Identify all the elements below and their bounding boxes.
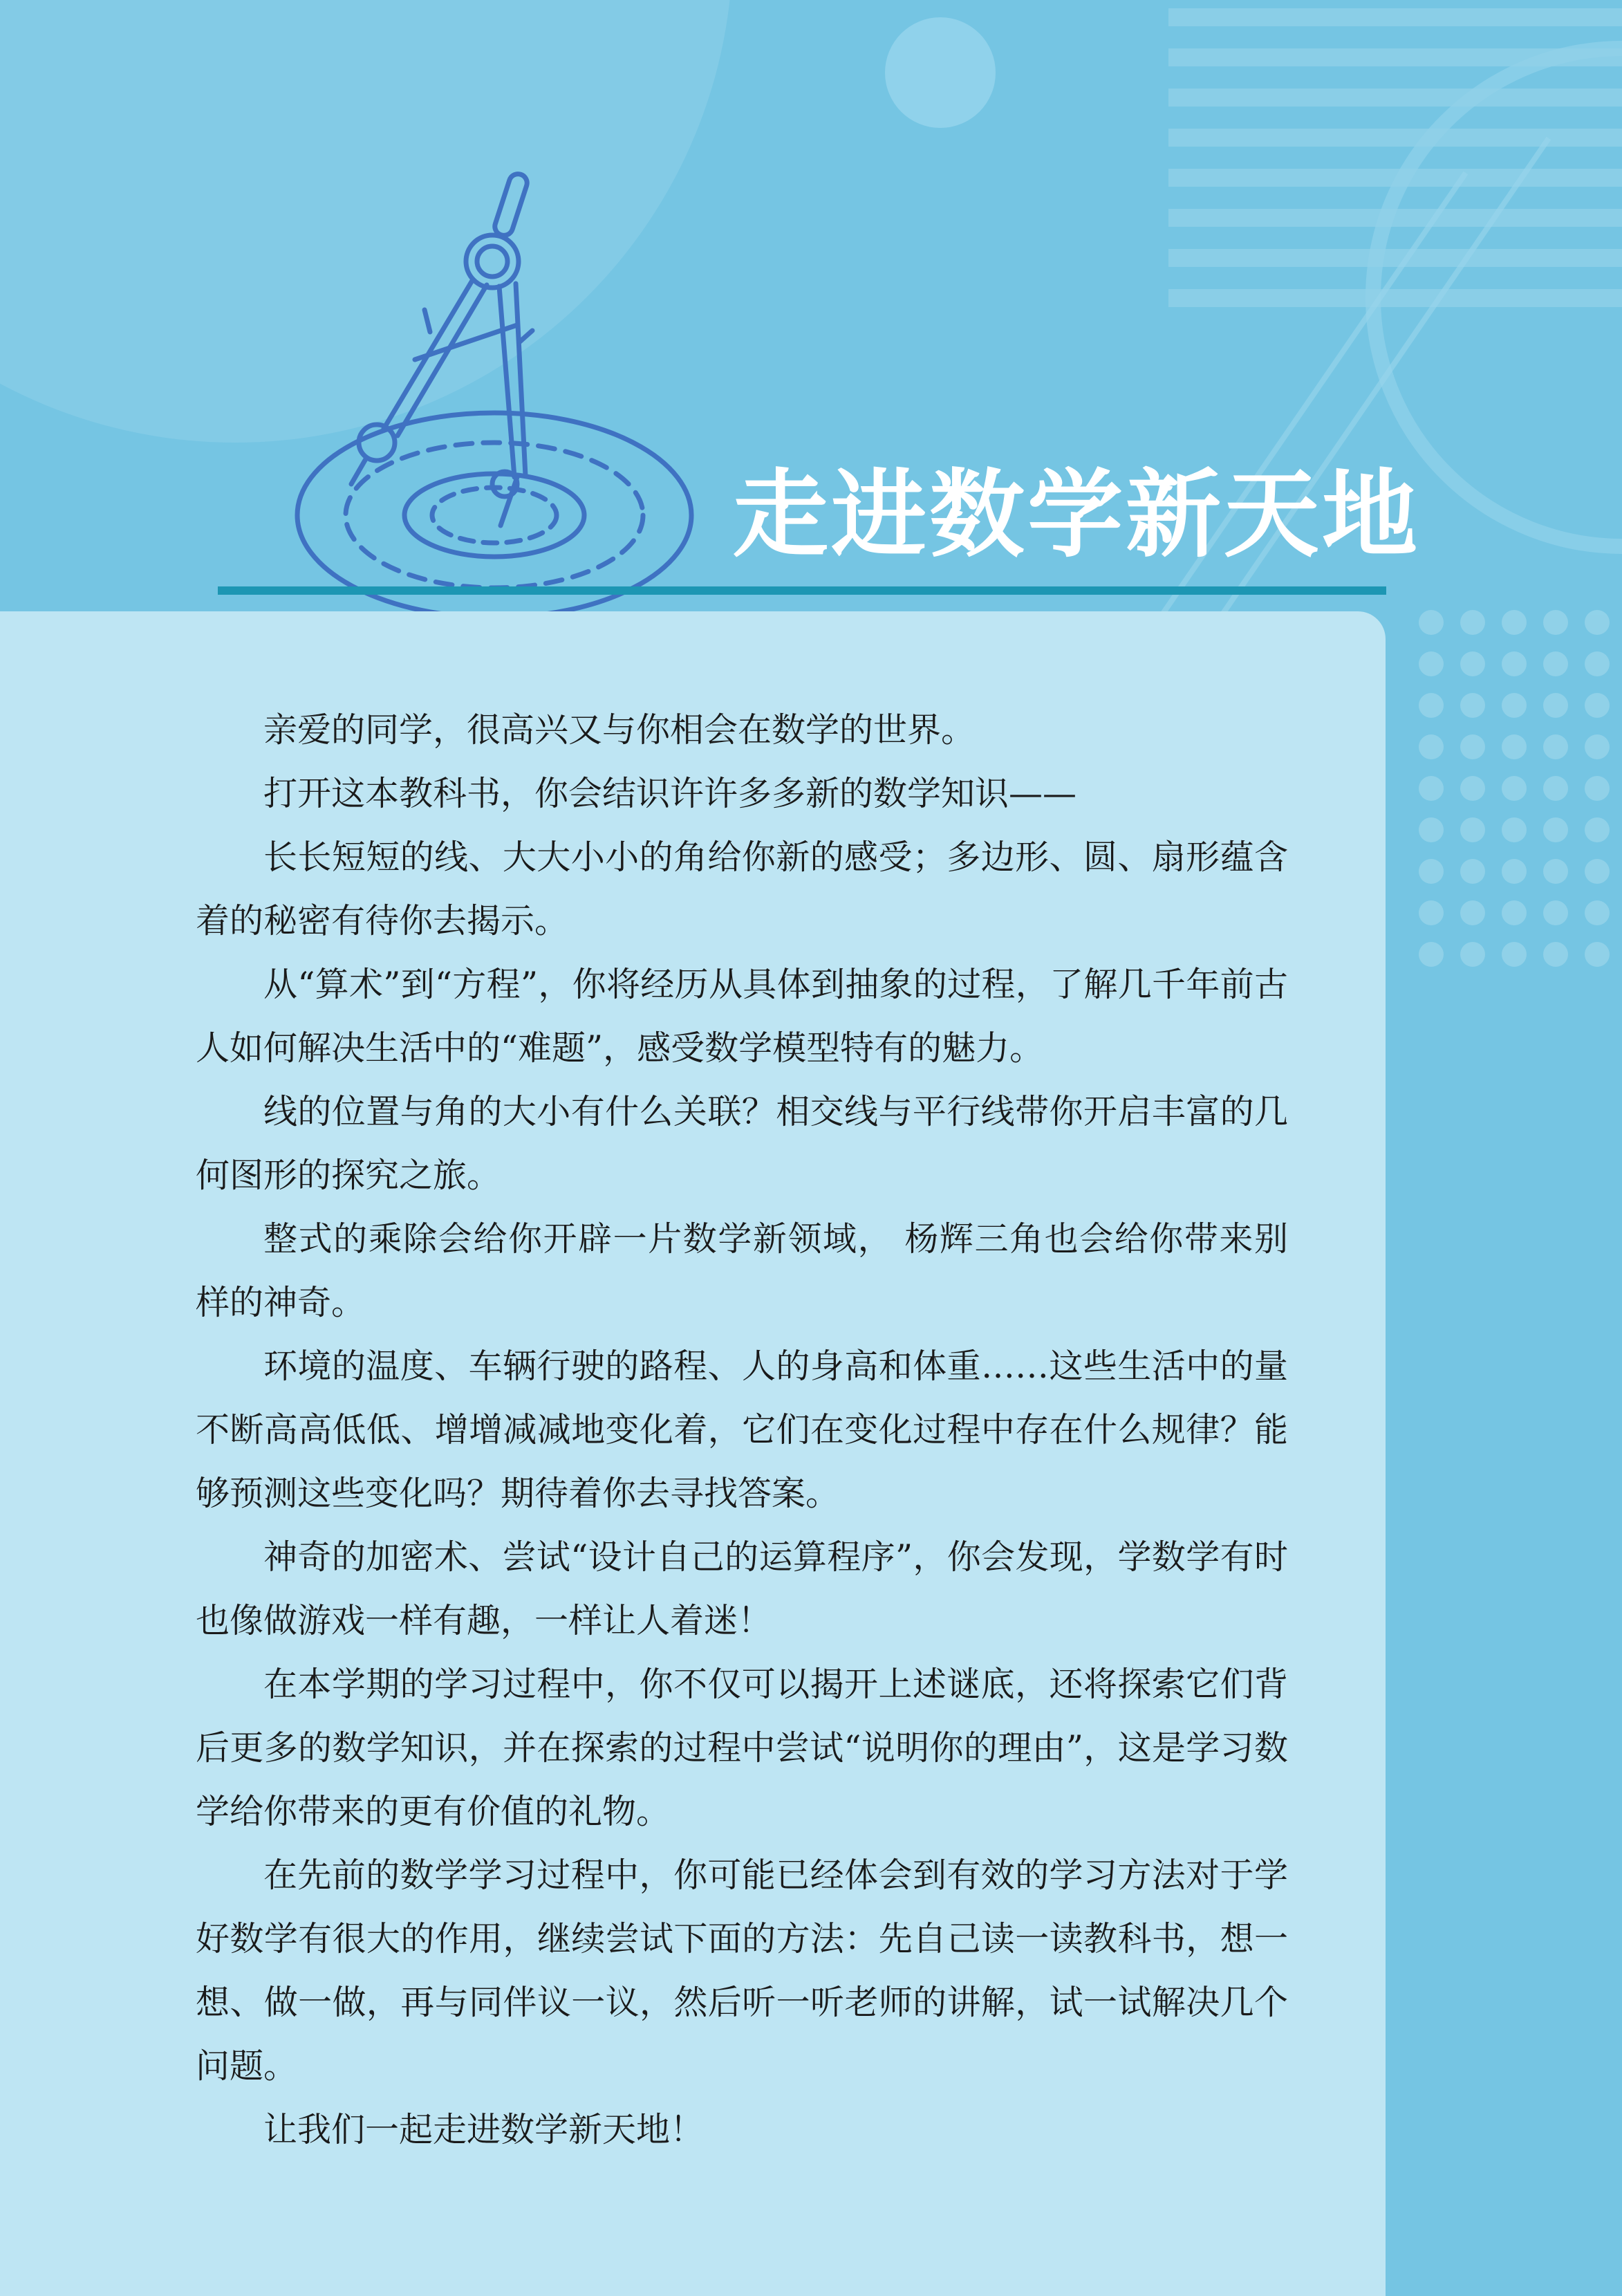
paragraph: 让我们一起走进数学新天地！ xyxy=(263,2110,705,2149)
decorative-circle-large xyxy=(0,0,733,443)
title-divider xyxy=(218,586,1386,595)
decorative-stripes xyxy=(1168,8,1622,307)
decorative-dots xyxy=(1419,610,1610,967)
paragraph: 长长短短的线、大大小小的角给你新的感受；多边形、圆、扇形蕴含着的秘密有待你去揭示。 xyxy=(196,837,1288,941)
preface-body xyxy=(196,698,1288,2162)
paragraph: 在本学期的学习过程中，你不仅可以揭开上述谜底，还将探索它们背后更多的数学知识，并在探索的过程中尝试“说明你的理由”，这是学习数学给你带来的更有价值的礼物。 xyxy=(196,1665,1288,1831)
paragraph: 整式的乘除会给你开辟一片数学新领域， 杨辉三角也会给你带来别样的神奇。 xyxy=(196,1219,1288,1322)
decorative-circle-small xyxy=(885,17,996,128)
page-title: 走进数学新天地 xyxy=(733,459,1421,571)
paragraph: 从“算术”到“方程”，你将经历从具体到抽象的过程，了解几千年前古人如何解决生活中的“难题”，感受数学模型特有的魅力。 xyxy=(196,965,1288,1068)
paragraph: 线的位置与角的大小有什么关联？相交线与平行线带你开启丰富的几何图形的探究之旅。 xyxy=(196,1092,1288,1195)
paragraph: 环境的温度、车辆行驶的路程、人的身高和体重……这些生活中的量不断高高低低、增增减减地变化着，它们在变化过程中存在什么规律？能够预测这些变化吗？期待着你去寻找答案。 xyxy=(196,1346,1288,1513)
paragraph: 在先前的数学学习过程中，你可能已经体会到有效的学习方法对于学好数学有很大的作用，继续尝试下面的方法：先自己读一读教科书，想一想、做一做，再与同伴议一议，然后听一听老师的讲解，试一试解决几个问题。 xyxy=(196,1855,1288,2086)
paragraph: 打开这本教科书，你会结识许许多多新的数学知识—— xyxy=(263,774,1077,813)
paragraph: 亲爱的同学，很高兴又与你相会在数学的世界。 xyxy=(263,710,976,750)
paragraph: 神奇的加密术、尝试“设计自己的运算程序”，你会发现，学数学有时也像做游戏一样有趣，一样让人着迷！ xyxy=(196,1537,1288,1640)
